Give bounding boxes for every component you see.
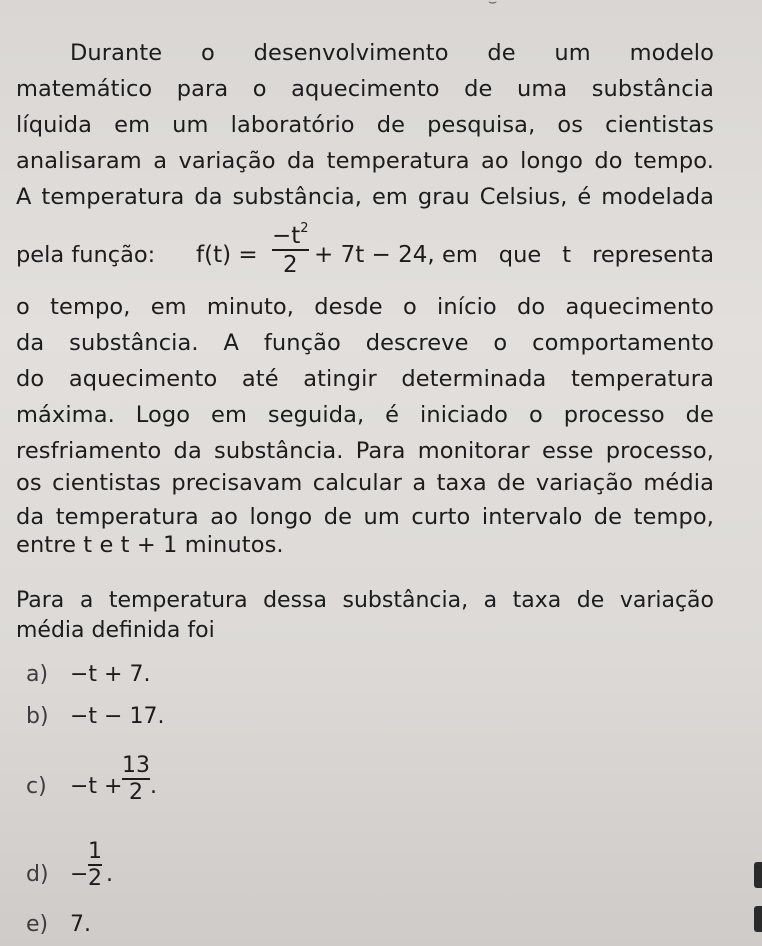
function-fraction <box>272 216 309 279</box>
option-d[interactable] <box>26 840 326 900</box>
function-numerator: $-t^2$ <box>272 221 309 249</box>
paragraph-line-2: matemático para o aquecimento de uma substância <box>16 76 714 102</box>
paragraph-line-8: do aquecimento até atingir determinada temperatura <box>16 366 714 392</box>
option-c-letter: c) <box>26 774 47 799</box>
option-d-letter: d) <box>26 862 49 887</box>
option-a-expression: −t + 7. <box>70 662 151 687</box>
edge-mark-decoration <box>754 862 762 888</box>
paragraph-line-7: da substância. A função descreve o comportamento <box>16 330 714 356</box>
option-d-numerator: 1 <box>88 839 102 864</box>
paragraph-line-9: máxima. Logo em seguida, é iniciado o processo de <box>16 402 714 428</box>
edge-mark-decoration <box>754 906 762 932</box>
option-d-expression: − <box>70 862 89 887</box>
function-rest: + 7t − 24, <box>314 242 435 268</box>
function-tail: em que t representa <box>442 242 714 268</box>
paragraph-line-4: analisaram a variação da temperatura ao longo do tempo. <box>16 148 714 174</box>
function-line <box>16 216 714 286</box>
option-c-numerator: 13 <box>122 753 150 778</box>
option-d-denominator: 2 <box>88 866 102 891</box>
option-c-denominator: 2 <box>129 780 143 805</box>
option-e-expression: 7. <box>70 912 91 937</box>
option-b-expression: −t − 17. <box>70 704 165 729</box>
paragraph-line-10: resfriamento da substância. Para monitorar esse processo, <box>16 438 714 464</box>
option-b-letter: b) <box>26 704 49 729</box>
option-c-suffix: . <box>150 774 157 799</box>
question-line-2: média definida foi <box>16 618 215 643</box>
function-lead: pela função: <box>16 242 156 268</box>
option-c-expression: −t + <box>70 774 123 799</box>
function-exponent: 2 <box>300 221 309 236</box>
paragraph-line-12: da temperatura ao longo de um curto intervalo de tempo, <box>16 504 714 530</box>
option-d-fraction <box>88 840 102 892</box>
cut-off-mark-icon: ⌣ <box>488 0 498 10</box>
function-name: f(t) = <box>196 242 258 268</box>
paragraph-line-11: os cientistas precisavam calcular a taxa de variação média <box>16 470 714 496</box>
paragraph-line-1: Durante o desenvolvimento de um modelo <box>70 40 714 66</box>
paragraph-line-6: o tempo, em minuto, desde o início do aquecimento <box>16 294 714 320</box>
option-c-fraction <box>122 754 150 806</box>
function-denominator: 2 <box>282 252 298 278</box>
option-d-suffix: . <box>106 862 113 887</box>
question-line-1: Para a temperatura dessa substância, a taxa de variação <box>16 588 714 613</box>
option-a-letter: a) <box>26 662 49 687</box>
paragraph-line-5: A temperatura da substância, em grau Celsius, é modelada <box>16 184 714 210</box>
paragraph-line-13: entre t e t + 1 minutos. <box>16 532 284 558</box>
option-c[interactable] <box>26 754 326 814</box>
paragraph-line-3: líquida em um laboratório de pesquisa, os cientistas <box>16 112 714 138</box>
option-e-letter: e) <box>26 912 49 937</box>
option-e[interactable] <box>26 912 326 942</box>
function-formula <box>196 216 436 286</box>
